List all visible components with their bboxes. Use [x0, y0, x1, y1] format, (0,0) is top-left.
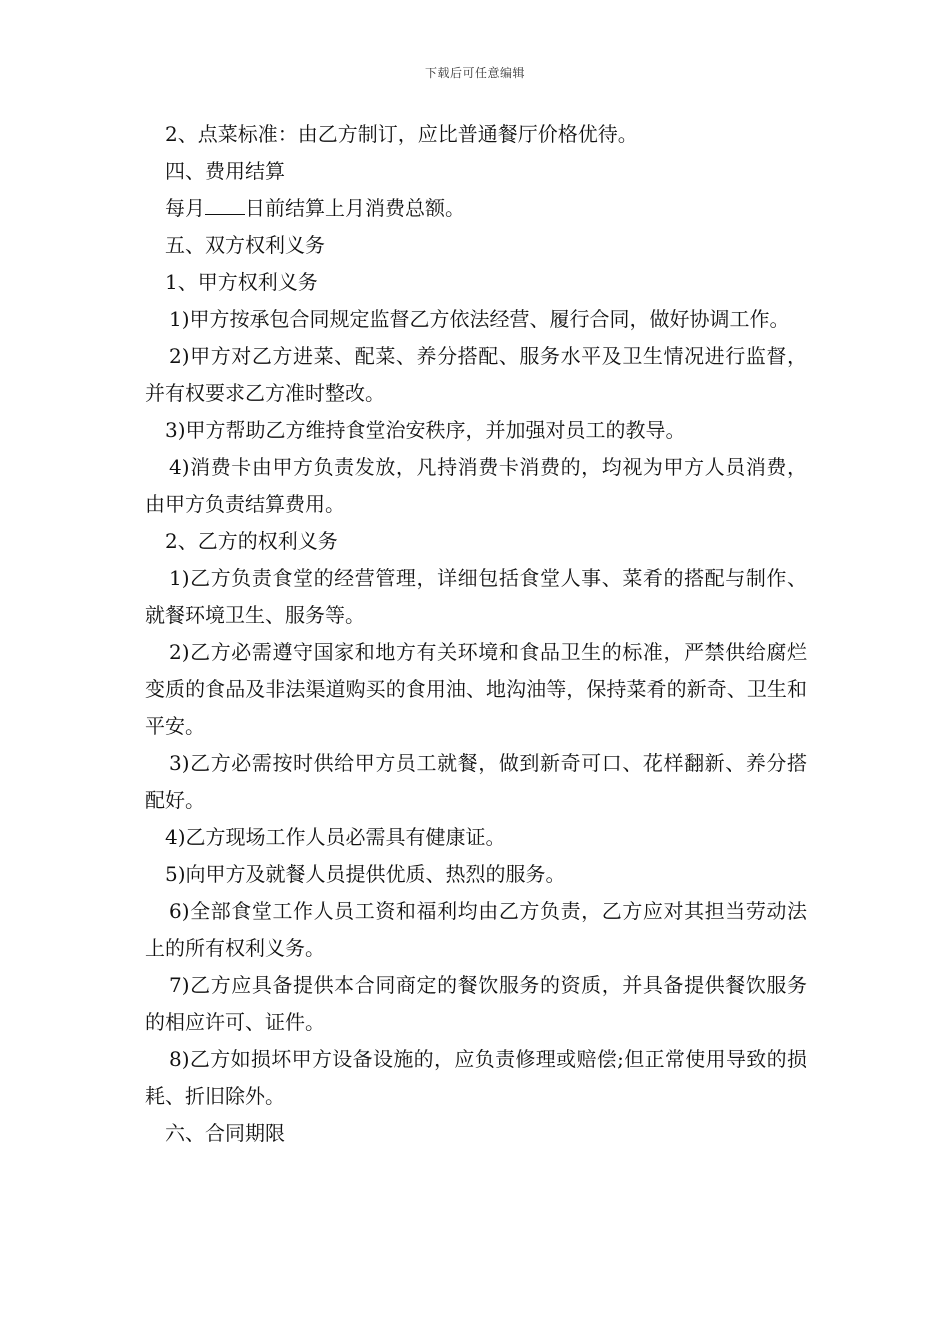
clause-b-1: 1)乙方负责食堂的经营管理，详细包括食堂人事、菜肴的搭配与制作、就餐环境卫生、服务等。	[145, 566, 807, 627]
section-heading-contract-term: 六、合同期限	[165, 1121, 285, 1145]
clause-a-4: 4)消费卡由甲方负责发放，凡持消费卡消费的，均视为甲方人员消费，由甲方负责结算费用。	[145, 455, 807, 516]
clause-b-7: 7)乙方应具备提供本合同商定的餐饮服务的资质，并具备提供餐饮服务的相应许可、证件。	[145, 973, 807, 1034]
clause-b-5: 5)向甲方及就餐人员提供优质、热烈的服务。	[165, 862, 566, 886]
settlement-text-after: 日前结算上月消费总额。	[245, 196, 465, 220]
clause-b-8: 8)乙方如损坏甲方设备设施的，应负责修理或赔偿;但正常使用导致的损耗、折旧除外。	[145, 1047, 807, 1108]
clause-ordering-standard: 2、点菜标准：由乙方制订，应比普通餐厅价格优待。	[165, 122, 638, 146]
settlement-day-blank	[205, 192, 245, 215]
clause-a-2: 2)甲方对乙方进菜、配菜、养分搭配、服务水平及卫生情况进行监督，并有权要求乙方准时整改。	[145, 344, 807, 405]
clause-b-3: 3)乙方必需按时供给甲方员工就餐，做到新奇可口、花样翻新、养分搭配好。	[145, 751, 807, 812]
clause-monthly-settlement	[145, 190, 807, 227]
page-header: 下载后可任意编辑	[424, 66, 525, 80]
clause-a-1: 1)甲方按承包合同规定监督乙方依法经营、履行合同，做好协调工作。	[169, 307, 790, 331]
section-heading-fee-settlement: 四、费用结算	[165, 159, 285, 183]
clause-b-6: 6)全部食堂工作人员工资和福利均由乙方负责，乙方应对其担当劳动法上的所有权利义务。	[145, 899, 807, 960]
subheading-party-a: 1、甲方权利义务	[165, 270, 318, 294]
subheading-party-b: 2、乙方的权利义务	[165, 529, 338, 553]
clause-b-2: 2)乙方必需遵守国家和地方有关环境和食品卫生的标准，严禁供给腐烂变质的食品及非法渠道购买的食用油、地沟油等，保持菜肴的新奇、卫生和平安。	[145, 640, 807, 738]
section-heading-rights-obligations: 五、双方权利义务	[165, 233, 325, 257]
settlement-text-before: 每月	[165, 196, 205, 220]
clause-b-4: 4)乙方现场工作人员必需具有健康证。	[165, 825, 506, 849]
document-body	[145, 116, 807, 1152]
clause-a-3: 3)甲方帮助乙方维持食堂治安秩序，并加强对员工的教导。	[165, 418, 686, 442]
